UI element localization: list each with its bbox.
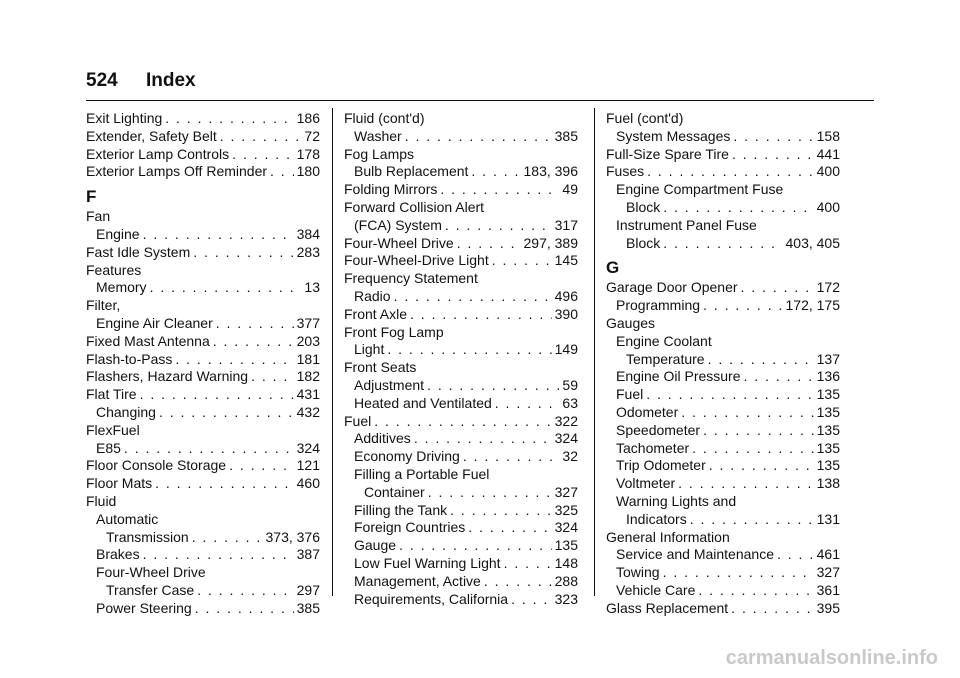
dot-leader xyxy=(681,404,813,422)
column-divider-2 xyxy=(594,108,595,596)
index-entry xyxy=(86,110,320,128)
index-entry xyxy=(344,377,578,395)
dot-leader xyxy=(399,537,552,555)
page-reference: 135 xyxy=(554,537,578,554)
entry-text: Flat Tire xyxy=(86,386,137,403)
entry-text: Engine xyxy=(96,225,140,242)
page-reference: 63 xyxy=(562,394,578,411)
dot-leader xyxy=(484,573,552,591)
entry-text: Flashers, Hazard Warning xyxy=(86,368,249,385)
index-entry xyxy=(606,146,840,164)
entry-text: E85 xyxy=(96,439,121,456)
dot-leader xyxy=(220,128,302,146)
index-entry xyxy=(344,235,578,253)
page-reference: 131 xyxy=(816,510,840,527)
page-reference: 181 xyxy=(296,350,320,367)
dot-leader xyxy=(165,110,293,128)
page-reference: 135 xyxy=(816,386,840,403)
index-entry xyxy=(606,368,840,386)
page-reference: 325 xyxy=(554,501,578,518)
entry-text: Brakes xyxy=(96,546,140,563)
dot-leader xyxy=(731,600,813,618)
index-heading xyxy=(86,493,320,511)
dot-leader xyxy=(663,199,813,217)
dot-leader xyxy=(143,226,294,244)
page-reference: 13 xyxy=(304,279,320,296)
page-reference: 317 xyxy=(554,216,578,233)
index-entry xyxy=(606,475,840,493)
index-entry xyxy=(606,199,840,217)
index-entry xyxy=(344,217,578,235)
index-heading xyxy=(86,297,320,315)
page-reference: 203 xyxy=(296,332,320,349)
entry-text: Block xyxy=(626,198,661,215)
entry-text: Odometer xyxy=(616,403,679,420)
dot-leader xyxy=(663,235,782,253)
page-reference: 322 xyxy=(554,412,578,429)
index-entry xyxy=(344,573,578,591)
page-reference: 461 xyxy=(816,546,840,563)
index-entry xyxy=(86,226,320,244)
index-entry xyxy=(344,306,578,324)
section-letter: F xyxy=(86,187,97,207)
index-entry xyxy=(86,244,320,262)
dot-leader xyxy=(155,475,294,493)
page-reference: 59 xyxy=(562,376,578,393)
dot-leader xyxy=(387,341,551,359)
dot-leader xyxy=(646,386,813,404)
index-entry xyxy=(606,297,840,315)
index-heading xyxy=(606,110,840,128)
entry-text: Block xyxy=(626,234,661,251)
page-reference: 172 xyxy=(816,279,840,296)
entry-text: Folding Mirrors xyxy=(344,181,438,198)
index-heading xyxy=(86,511,320,529)
entry-text: Flash-to-Pass xyxy=(86,350,173,367)
entry-text: Management, Active xyxy=(354,572,481,589)
entry-text: Programming xyxy=(616,297,701,314)
dot-leader xyxy=(124,440,294,458)
dot-leader xyxy=(251,368,294,386)
entry-text: Floor Mats xyxy=(86,475,153,492)
page-reference: 441 xyxy=(816,145,840,162)
entry-text: Filling a Portable Fuel xyxy=(354,465,490,482)
entry-text: Four-Wheel-Drive Light xyxy=(344,252,489,269)
dot-leader xyxy=(140,386,294,404)
index-entry xyxy=(86,351,320,369)
index-entry xyxy=(86,128,320,146)
page-reference: 149 xyxy=(554,341,578,358)
index-entry xyxy=(606,440,840,458)
index-heading xyxy=(606,181,840,199)
page-reference: 395 xyxy=(816,599,840,616)
index-entry xyxy=(344,288,578,306)
entry-text: Gauge xyxy=(354,537,397,554)
index-heading xyxy=(344,466,578,484)
index-heading xyxy=(86,208,320,226)
page-reference: 496 xyxy=(554,287,578,304)
page-reference: 135 xyxy=(816,457,840,474)
entry-text: (FCA) System xyxy=(354,216,442,233)
entry-text: Engine Oil Pressure xyxy=(616,368,741,385)
index-heading xyxy=(344,270,578,288)
entry-text: Forward Collision Alert xyxy=(344,198,485,215)
entry-text: Full-Size Spare Tire xyxy=(606,145,729,162)
dot-leader xyxy=(703,422,814,440)
entry-text: Gauges xyxy=(606,314,656,331)
entry-text: Towing xyxy=(616,564,660,581)
page-reference: 138 xyxy=(816,475,840,492)
dot-leader xyxy=(410,306,552,324)
entry-text: Changing xyxy=(96,403,156,420)
dot-leader xyxy=(143,546,294,564)
entry-text: Temperature xyxy=(626,350,705,367)
page-reference: 72 xyxy=(304,127,320,144)
index-entry xyxy=(344,519,578,537)
page-reference: 385 xyxy=(554,127,578,144)
dot-leader xyxy=(197,582,293,600)
entry-text: Engine Compartment Fuse xyxy=(616,181,784,198)
page-reference: 145 xyxy=(554,252,578,269)
page-reference: 288 xyxy=(554,572,578,589)
page-reference: 431 xyxy=(296,386,320,403)
header-rule xyxy=(86,100,874,101)
index-entry xyxy=(86,546,320,564)
entry-text: Container xyxy=(364,483,425,500)
index-entry xyxy=(606,600,840,618)
dot-leader xyxy=(690,511,814,529)
index-entry xyxy=(344,163,578,181)
index-entry xyxy=(606,351,840,369)
page-reference: 327 xyxy=(816,564,840,581)
index-entry xyxy=(344,502,578,520)
dot-leader xyxy=(229,457,294,475)
entry-text: Four-Wheel Drive xyxy=(96,564,206,581)
entry-text: Four-Wheel Drive xyxy=(344,234,454,251)
dot-leader xyxy=(232,146,293,164)
page-reference: 283 xyxy=(296,243,320,260)
dot-leader xyxy=(213,333,294,351)
index-entry xyxy=(86,475,320,493)
page-reference: 432 xyxy=(296,403,320,420)
dot-leader xyxy=(703,297,782,315)
index-entry xyxy=(86,440,320,458)
dot-leader xyxy=(457,235,521,253)
entry-text: FlexFuel xyxy=(86,421,140,438)
page-reference: 390 xyxy=(554,305,578,322)
dot-leader xyxy=(678,475,814,493)
page-reference: 180 xyxy=(296,163,320,180)
index-entry xyxy=(86,386,320,404)
index-entry xyxy=(86,529,320,547)
dot-leader xyxy=(709,457,814,475)
page-reference: 158 xyxy=(816,127,840,144)
entry-text: Instrument Panel Fuse xyxy=(616,216,757,233)
entry-text: Voltmeter xyxy=(616,475,676,492)
dot-leader xyxy=(744,368,814,386)
entry-text: Speedometer xyxy=(616,421,701,438)
page-reference: 148 xyxy=(554,554,578,571)
entry-text: Fan xyxy=(86,208,111,225)
index-entry xyxy=(344,413,578,431)
index-entry xyxy=(606,386,840,404)
entry-text: Low Fuel Warning Light xyxy=(354,554,501,571)
index-entry xyxy=(344,181,578,199)
index-entry xyxy=(86,404,320,422)
index-entry xyxy=(86,333,320,351)
dot-leader xyxy=(708,351,814,369)
index-entry xyxy=(344,341,578,359)
entry-text: System Messages xyxy=(616,127,731,144)
entry-text: Fuel xyxy=(616,386,644,403)
index-entry xyxy=(606,546,840,564)
index-heading xyxy=(344,324,578,342)
entry-text: Tachometer xyxy=(616,439,690,456)
page-reference: 361 xyxy=(816,581,840,598)
entry-text: Extender, Safety Belt xyxy=(86,127,217,144)
entry-text: Fuel (cont'd) xyxy=(606,110,684,126)
column-divider-1 xyxy=(332,108,333,596)
index-entry xyxy=(344,448,578,466)
page-reference: 387 xyxy=(296,546,320,563)
entry-text: Transmission xyxy=(106,528,189,545)
entry-text: Garage Door Opener xyxy=(606,279,738,296)
page-title: Index xyxy=(146,70,196,91)
index-heading xyxy=(606,217,840,235)
dot-leader xyxy=(492,252,552,270)
dot-leader xyxy=(440,181,559,199)
page-reference: 121 xyxy=(296,457,320,474)
dot-leader xyxy=(471,163,520,181)
dot-leader xyxy=(698,582,813,600)
entry-text: Foreign Countries xyxy=(354,519,466,536)
dot-leader xyxy=(150,279,302,297)
page-reference: 182 xyxy=(296,368,320,385)
dot-leader xyxy=(270,163,294,181)
index-column-1 xyxy=(86,110,320,618)
dot-leader xyxy=(450,502,552,520)
entry-text: Service and Maintenance xyxy=(616,546,774,563)
index-entry xyxy=(344,555,578,573)
entry-text: Fog Lamps xyxy=(344,145,415,162)
dot-leader xyxy=(405,128,552,146)
index-entry xyxy=(606,404,840,422)
entry-text: Memory xyxy=(96,279,147,296)
entry-text: Fluid xyxy=(86,492,117,509)
entry-text: Filling the Tank xyxy=(354,501,448,518)
page-reference: 400 xyxy=(816,163,840,180)
entry-text: Transfer Case xyxy=(106,581,195,598)
dot-leader xyxy=(427,377,559,395)
index-entry xyxy=(86,146,320,164)
dot-leader xyxy=(216,315,294,333)
index-column-3 xyxy=(606,110,840,618)
entry-text: Front Axle xyxy=(344,305,408,322)
index-entry xyxy=(344,128,578,146)
dot-leader xyxy=(732,146,814,164)
dot-leader xyxy=(511,591,552,609)
page-reference: 32 xyxy=(562,448,578,465)
index-entry xyxy=(606,582,840,600)
index-entry xyxy=(86,582,320,600)
page-reference: 297, 389 xyxy=(523,234,578,251)
entry-text: Requirements, California xyxy=(354,590,509,607)
index-entry xyxy=(86,457,320,475)
entry-text: Front Seats xyxy=(344,359,417,376)
index-entry xyxy=(86,368,320,386)
entry-text: Heated and Ventilated xyxy=(354,394,492,411)
entry-text: Vehicle Care xyxy=(616,581,696,598)
page-reference: 183, 396 xyxy=(523,163,578,180)
entry-text: Filter, xyxy=(86,297,121,314)
page-reference: 377 xyxy=(296,314,320,331)
index-entry xyxy=(606,457,840,475)
entry-text: Additives xyxy=(354,430,411,447)
entry-text: Light xyxy=(354,341,385,358)
page-reference: 297 xyxy=(296,581,320,598)
index-entry xyxy=(606,564,840,582)
entry-text: Fixed Mast Antenna xyxy=(86,332,210,349)
index-entry xyxy=(606,128,840,146)
dot-leader xyxy=(428,484,552,502)
entry-text: Engine Air Cleaner xyxy=(96,314,213,331)
page-reference: 324 xyxy=(554,430,578,447)
index-entry xyxy=(86,163,320,181)
index-entry xyxy=(344,395,578,413)
page-reference: 385 xyxy=(296,599,320,616)
page-reference: 135 xyxy=(816,403,840,420)
page-reference: 324 xyxy=(296,439,320,456)
entry-text: Fluid (cont'd) xyxy=(344,110,425,126)
dot-leader xyxy=(394,288,552,306)
index-heading xyxy=(606,529,840,547)
dot-leader xyxy=(195,600,294,618)
entry-text: Exit Lighting xyxy=(86,110,163,126)
entry-text: Exterior Lamp Controls xyxy=(86,145,230,162)
page-reference: 49 xyxy=(562,181,578,198)
page-header xyxy=(86,70,196,92)
dot-leader xyxy=(692,440,813,458)
index-heading xyxy=(344,146,578,164)
page-reference: 135 xyxy=(816,421,840,438)
entry-text: Indicators xyxy=(626,510,687,527)
entry-text: Front Fog Lamp xyxy=(344,323,444,340)
section-letter: G xyxy=(606,258,620,278)
page-reference: 460 xyxy=(296,475,320,492)
index-heading xyxy=(344,359,578,377)
page-reference: 373, 376 xyxy=(265,528,320,545)
page-reference: 323 xyxy=(554,590,578,607)
dot-leader xyxy=(414,430,552,448)
dot-leader xyxy=(495,395,560,413)
dot-leader xyxy=(777,546,814,564)
entry-text: Economy Driving xyxy=(354,448,460,465)
index-column-2 xyxy=(344,110,578,608)
entry-text: Frequency Statement xyxy=(344,270,478,287)
index-entry xyxy=(344,252,578,270)
index-heading xyxy=(606,493,840,511)
page-reference: 384 xyxy=(296,225,320,242)
dot-leader xyxy=(159,404,294,422)
index-heading xyxy=(344,110,578,128)
entry-text: Fuses xyxy=(606,163,645,180)
index-entry xyxy=(344,591,578,609)
dot-leader xyxy=(504,555,552,573)
dot-leader xyxy=(175,351,293,369)
page-reference: 327 xyxy=(554,483,578,500)
entry-text: Floor Console Storage xyxy=(86,457,227,474)
index-entry xyxy=(606,163,840,181)
index-heading xyxy=(86,422,320,440)
entry-text: Adjustment xyxy=(354,376,425,393)
entry-text: Fast Idle System xyxy=(86,243,191,260)
dot-leader xyxy=(647,163,814,181)
entry-text: Features xyxy=(86,261,142,278)
page-number: 524 xyxy=(86,70,118,91)
index-heading xyxy=(606,315,840,333)
page-reference: 186 xyxy=(296,110,320,126)
entry-text: Engine Coolant xyxy=(616,332,712,349)
dot-leader xyxy=(445,217,552,235)
index-entry xyxy=(606,279,840,297)
entry-text: Glass Replacement xyxy=(606,599,729,616)
page-reference: 136 xyxy=(816,368,840,385)
dot-leader xyxy=(468,519,551,537)
index-entry xyxy=(606,422,840,440)
page-reference: 172, 175 xyxy=(785,297,840,314)
page-reference: 324 xyxy=(554,519,578,536)
entry-text: Exterior Lamps Off Reminder xyxy=(86,163,268,180)
index-entry xyxy=(606,235,840,253)
page-reference: 135 xyxy=(816,439,840,456)
index-entry xyxy=(344,484,578,502)
dot-leader xyxy=(463,448,560,466)
index-entry xyxy=(86,600,320,618)
index-entry xyxy=(344,537,578,555)
page-reference: 400 xyxy=(816,198,840,215)
entry-text: General Information xyxy=(606,528,730,545)
dot-leader xyxy=(663,564,814,582)
dot-leader xyxy=(192,529,263,547)
entry-text: Washer xyxy=(354,127,402,144)
index-entry xyxy=(606,511,840,529)
page-reference: 178 xyxy=(296,145,320,162)
index-entry xyxy=(344,430,578,448)
entry-text: Fuel xyxy=(344,412,372,429)
index-entry xyxy=(86,279,320,297)
page-reference: 137 xyxy=(816,350,840,367)
entry-text: Warning Lights and xyxy=(616,492,737,509)
dot-leader xyxy=(193,244,293,262)
index-heading xyxy=(86,564,320,582)
entry-text: Radio xyxy=(354,287,391,304)
entry-text: Automatic xyxy=(96,510,159,527)
dot-leader xyxy=(374,413,551,431)
index-entry xyxy=(86,315,320,333)
dot-leader xyxy=(733,128,813,146)
index-heading xyxy=(606,333,840,351)
watermark: carmanualsonline.info xyxy=(725,647,938,669)
index-heading xyxy=(344,199,578,217)
dot-leader xyxy=(741,279,814,297)
index-heading xyxy=(86,262,320,280)
page-reference: 403, 405 xyxy=(785,234,840,251)
entry-text: Power Steering xyxy=(96,599,192,616)
entry-text: Trip Odometer xyxy=(616,457,706,474)
entry-text: Bulb Replacement xyxy=(354,163,469,180)
